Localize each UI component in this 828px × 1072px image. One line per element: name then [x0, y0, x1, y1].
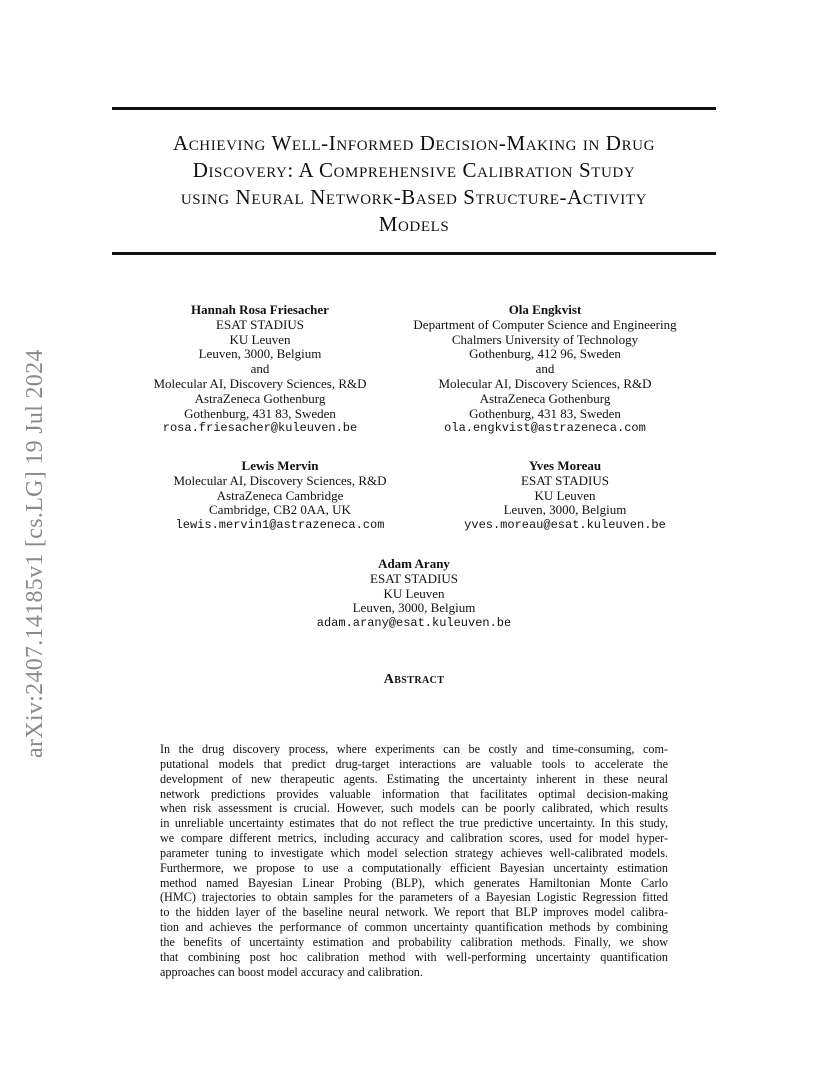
abstract-heading: Abstract — [383, 672, 445, 687]
affiliation-line: KU Leuven — [229, 331, 291, 347]
author-email: lewis.mervin1@astrazeneca.com — [175, 518, 385, 533]
affiliation-line: AstraZeneca Cambridge — [216, 487, 344, 503]
abstract-line: development of new therapeutic agents. Estimating the uncertainty inherent in these neural — [160, 771, 668, 786]
affiliation-line: Gothenburg, 412 96, Sweden — [469, 346, 621, 362]
affiliation-line: ESAT STADIUS — [216, 316, 304, 332]
title-line: using Neural Network-Based Structure-Activity — [180, 185, 648, 209]
affiliation-line: AstraZeneca Gothenburg — [194, 390, 326, 406]
author-email: rosa.friesacher@kuleuven.be — [162, 421, 358, 436]
abstract-line: In the drug discovery process, where experiments can be costly and time-consuming, com- — [160, 742, 668, 756]
affiliation-line: Molecular AI, Discovery Sciences, R&D — [153, 375, 367, 391]
author-block — [400, 303, 690, 436]
abstract-line: we compare different metrics, including accuracy and calibration scores, used for model hyper- — [160, 831, 668, 846]
affiliation-line: Molecular AI, Discovery Sciences, R&D — [438, 375, 652, 391]
author-name: Hannah Rosa Friesacher — [191, 302, 329, 317]
author-name: Adam Arany — [378, 556, 450, 571]
affiliation-line: ESAT STADIUS — [370, 570, 458, 586]
abstract-line: in unreliable uncertainty estimates that do not reflect the true predictive uncertainty. In this study, — [160, 816, 668, 831]
author-block — [430, 459, 700, 533]
abstract-line: tion and achieves the performance of common uncertainty quantification methods by combining — [160, 920, 668, 935]
author-email: yves.moreau@esat.kuleuven.be — [464, 518, 666, 533]
author-email: adam.arany@esat.kuleuven.be — [316, 616, 512, 631]
author-block — [140, 459, 420, 533]
abstract-line: method named Bayesian Linear Probing (BLP), which generates Hamiltonian Monte Carlo — [160, 875, 668, 890]
title-rule-bottom — [112, 252, 716, 255]
affiliation-line: Leuven, 3000, Belgium — [198, 346, 322, 362]
author-name: Lewis Mervin — [241, 458, 319, 473]
abstract-line: that combining post hoc calibration method with well-performing uncertainty quantification — [160, 949, 668, 964]
title-line: Discovery: A Comprehensive Calibration Study — [192, 158, 636, 182]
affiliation-line: Leuven, 3000, Belgium — [352, 600, 476, 616]
abstract-line: putational models that predict drug-target interactions are valuable tools to accelerate the — [160, 756, 668, 771]
author-email: ola.engkvist@astrazeneca.com — [444, 421, 646, 436]
author-name: Yves Moreau — [528, 458, 602, 473]
affiliation-line: Cambridge, CB2 0AA, UK — [209, 502, 351, 518]
affiliation-line: Department of Computer Science and Engineering — [413, 316, 677, 332]
abstract-line: when risk assessment is crucial. However, such models can be poorly calibrated, which results — [160, 801, 668, 816]
abstract-text — [160, 742, 668, 980]
abstract-line: parameter tuning to investigate which model selection strategy achieves well-calibrated models. — [160, 845, 668, 860]
author-block — [264, 557, 564, 631]
abstract-line: approaches can boost model accuracy and calibration. — [160, 964, 423, 979]
abstract-line: the benefits of uncertainty estimation and probability calibration methods. Finally, we show — [160, 934, 668, 949]
title-line: Achieving Well-Informed Decision-Making in Drug — [172, 131, 656, 155]
abstract-line: network predictions provides valuable information that facilitates optimal decision-making — [160, 786, 668, 801]
abstract-line: (HMC) trajectories to obtain samples for the parameters of a Bayesian Logistic Regression fitted — [160, 890, 668, 905]
affiliation-line: Gothenburg, 431 83, Sweden — [184, 405, 336, 421]
arxiv-identifier: arXiv:2407.14185v1 [cs.LG] 19 Jul 2024 — [22, 349, 48, 758]
paper-title — [112, 130, 716, 238]
affiliation-line: KU Leuven — [383, 585, 445, 601]
affiliation-line: Chalmers University of Technology — [451, 331, 639, 347]
author-name: Ola Engkvist — [508, 302, 582, 317]
affiliation-line: and — [250, 361, 270, 377]
title-rule-top — [112, 107, 716, 110]
affiliation-line: Leuven, 3000, Belgium — [503, 502, 627, 518]
abstract-line: to the hidden layer of the baseline neural network. We report that BLP improves model calibra- — [160, 905, 668, 920]
affiliation-line: KU Leuven — [534, 487, 596, 503]
affiliation-line: and — [535, 361, 555, 377]
affiliation-line: Gothenburg, 431 83, Sweden — [469, 405, 621, 421]
affiliation-line: Molecular AI, Discovery Sciences, R&D — [173, 472, 387, 488]
title-line: Models — [378, 212, 450, 236]
author-block — [120, 303, 400, 436]
affiliation-line: ESAT STADIUS — [521, 472, 609, 488]
abstract-line: Furthermore, we propose to use a computationally efficient Bayesian uncertainty estimation — [160, 860, 668, 875]
affiliation-line: AstraZeneca Gothenburg — [479, 390, 611, 406]
